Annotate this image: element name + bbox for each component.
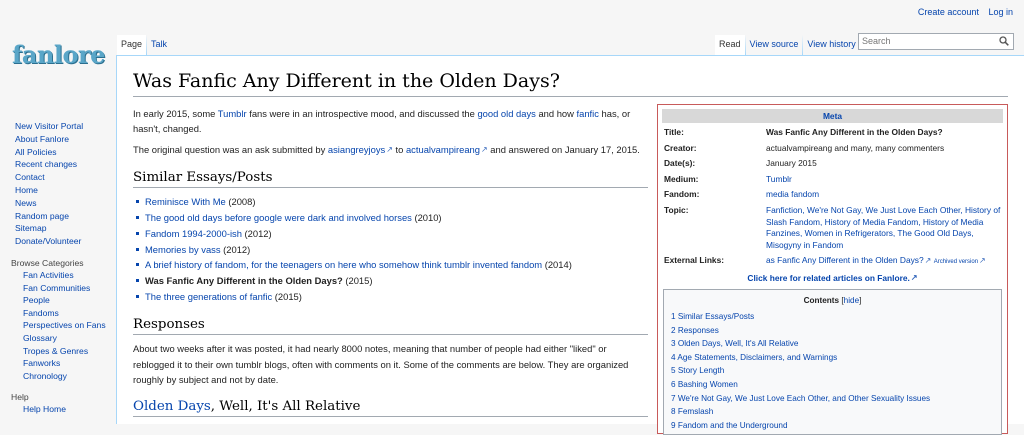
infobox-row	[662, 172, 1005, 188]
article-body	[133, 106, 648, 423]
infobox-link[interactable]: Fanfiction, We're Not Gay, We Just Love Each Other, History of Slash Fandom, History of Media Fandom, History of Media Fanzines, Women in Refrigerators, The Good Old Days, Misogyny in Fandom	[766, 204, 1001, 250]
infobox-key: Creator:	[664, 142, 697, 153]
list-item	[145, 210, 648, 226]
list-item	[145, 273, 648, 289]
tab-read[interactable]: Read	[715, 35, 745, 55]
meta-infobox	[657, 104, 1008, 434]
infobox-key: Topic:	[664, 204, 689, 215]
sidebar-item-home[interactable]: Home	[15, 184, 38, 195]
text: and answered on January 17, 2015.	[487, 144, 640, 156]
list-item	[145, 257, 648, 273]
search-input[interactable]	[858, 33, 1014, 50]
infobox-key: Fandom:	[664, 189, 700, 200]
essay-year: (2010)	[411, 211, 442, 223]
infobox-value	[764, 156, 1005, 172]
infobox-row	[662, 187, 1005, 203]
related-articles-link[interactable]: Click here for related articles on Fanlore. ↗	[747, 273, 917, 283]
olden-days-heading	[133, 399, 648, 417]
site-logo[interactable]: fanlore	[12, 40, 105, 69]
content-area	[116, 55, 1024, 430]
infobox-value	[764, 253, 1005, 271]
toc-item[interactable]: 4 Age Statements, Disclaimers, and Warnings	[671, 352, 838, 362]
asiangreyjoys-link[interactable]: asiangreyjoys ↗	[328, 144, 393, 155]
sidebar-item-people[interactable]: People	[23, 295, 50, 306]
text: In early 2015, some	[133, 108, 218, 119]
essay-link[interactable]: Reminisce With Me	[145, 195, 226, 207]
list-item	[145, 289, 648, 305]
sidebar-item-sitemap[interactable]: Sitemap	[15, 223, 47, 234]
search-icon[interactable]	[999, 36, 1009, 46]
toc-item[interactable]: 7 We're Not Gay, We Just Love Each Other, and Other Sexuality Issues	[671, 393, 931, 403]
toc-item[interactable]: 8 Femslash	[671, 407, 714, 417]
infobox-text: Was Fanfic Any Different in the Olden Days?	[766, 127, 943, 137]
tab-page[interactable]: Page	[117, 35, 146, 55]
external-link[interactable]: as Fanfic Any Different in the Olden Days? ↗	[766, 255, 931, 265]
good-old-days-link[interactable]: good old days	[477, 108, 536, 119]
sidebar-item-fan-activities[interactable]: Fan Activities	[23, 269, 74, 280]
text: has, or hasn't, changed.	[133, 108, 631, 135]
sidebar-item-fandoms[interactable]: Fandoms	[23, 307, 59, 318]
toc-item[interactable]: 3 Olden Days, Well, It's All Relative	[671, 339, 799, 349]
infobox-row	[662, 125, 1005, 141]
sidebar-item-about-fanlore[interactable]: About Fanlore	[15, 133, 69, 144]
infobox-row	[662, 203, 1005, 253]
sidebar-item-random-page[interactable]: Random page	[15, 210, 69, 221]
infobox-row	[662, 141, 1005, 157]
essay-year: (2008)	[225, 195, 256, 207]
toc-item[interactable]: 2 Responses	[671, 325, 719, 335]
essay-year: (2012)	[220, 243, 251, 255]
sidebar-navigation	[0, 120, 115, 416]
tab-view-history[interactable]: View history	[807, 39, 856, 49]
infobox-value	[764, 125, 1005, 141]
list-item	[145, 194, 648, 210]
sidebar-item-glossary[interactable]: Glossary	[23, 332, 57, 343]
personal-tools	[911, 7, 1013, 17]
tab-view-source[interactable]: View source	[749, 39, 799, 49]
text: fans were in an introspective mood, and discussed the	[246, 108, 478, 119]
infobox-row	[662, 253, 1005, 271]
essay-year: (2015)	[272, 291, 302, 303]
archived-link[interactable]: $^{Archived version}$ ↗	[934, 259, 986, 265]
actualvampireang-link[interactable]: actualvampireang ↗	[406, 144, 488, 155]
responses-paragraph: About two weeks after it was posted, it had nearly 8000 notes, meaning that number of people had either "liked" or reblogged it to their own tumblr blogs, often with comments on it. Some of the comments are below. They are organized roughly by subject and not by date.	[133, 343, 629, 385]
toc-item[interactable]: 5 Story Length	[671, 366, 725, 376]
infobox-key: Date(s):	[664, 158, 696, 169]
essay-link[interactable]: Memories by vass	[145, 243, 221, 255]
create-account-link[interactable]: Create account	[917, 7, 979, 17]
essay-year: (2012)	[241, 227, 272, 239]
infobox-link[interactable]: Tumblr	[766, 173, 792, 184]
infobox-key: Medium:	[664, 173, 699, 184]
list-item	[145, 242, 648, 258]
tab-talk[interactable]: Talk	[151, 39, 168, 49]
sidebar-item-fanworks[interactable]: Fanworks	[23, 358, 61, 369]
infobox-key: External Links:	[664, 255, 725, 266]
sidebar-item-all-policies[interactable]: All Policies	[15, 146, 57, 157]
text: to	[392, 144, 406, 156]
toc-hide-link[interactable]: hide	[843, 296, 860, 305]
sidebar-item-news[interactable]: News	[15, 197, 37, 208]
sidebar-item-recent-changes[interactable]: Recent changes	[15, 159, 78, 170]
toc-title: Contents [hide]	[803, 296, 862, 305]
text: and how	[535, 108, 577, 119]
similar-list	[133, 194, 648, 305]
toc-title-text: Contents	[803, 296, 840, 305]
sidebar-item-contact[interactable]: Contact	[15, 172, 45, 183]
sidebar-item-chronology[interactable]: Chronology	[23, 370, 67, 381]
olden-days-link[interactable]: Olden Days	[133, 398, 211, 414]
related-articles	[658, 273, 1007, 283]
infobox-value	[764, 141, 1005, 157]
login-link[interactable]: Log in	[988, 7, 1013, 17]
essay-link[interactable]: A brief history of fandom, for the teenagers on here who somehow think tumblr invented fandom	[145, 259, 543, 271]
similar-heading: Similar Essays/Posts	[133, 170, 648, 188]
sidebar-item-new-visitor-portal[interactable]: New Visitor Portal	[15, 121, 84, 131]
search-placeholder: Search	[862, 36, 891, 46]
essay-link[interactable]: The three generations of fanfic	[145, 291, 273, 303]
toc-item[interactable]: 9 Fandom and the Underground	[671, 420, 788, 430]
view-tabs	[715, 35, 860, 55]
intro-paragraph	[133, 106, 648, 136]
sidebar-item-perspectives-on-fans[interactable]: Perspectives on Fans	[23, 320, 106, 331]
page-title: Was Fanfic Any Different in the Olden Days?	[133, 70, 1008, 97]
infobox-value	[764, 172, 1005, 188]
infobox-table	[662, 125, 1005, 271]
infobox-text: January 2015	[766, 158, 817, 169]
sidebar-item-help-home[interactable]: Help Home	[23, 404, 66, 415]
olden-days-rest: , Well, It's All Relative	[210, 398, 361, 414]
toc-item[interactable]: 6 Bashing Women	[671, 379, 738, 389]
current-essay-title: Was Fanfic Any Different in the Olden Days?	[145, 275, 343, 287]
help-heading: Help	[11, 392, 29, 403]
origin-paragraph	[133, 142, 648, 157]
list-item	[145, 226, 648, 242]
essay-year: (2015)	[342, 275, 373, 287]
table-of-contents	[663, 289, 1002, 435]
text: The original question was an ask submitted by	[133, 144, 328, 156]
essay-link[interactable]: Fandom 1994-2000-ish	[145, 227, 242, 239]
infobox-key: Title:	[664, 127, 684, 137]
infobox-value	[764, 203, 1005, 253]
sidebar-item-donate-volunteer[interactable]: Donate/Volunteer	[15, 236, 82, 247]
infobox-row	[662, 156, 1005, 172]
namespace-tabs	[117, 35, 171, 55]
browse-categories-heading: Browse Categories	[11, 257, 84, 268]
infobox-header[interactable]: Meta	[662, 109, 1003, 123]
tumblr-link[interactable]: Tumblr	[217, 108, 247, 119]
sidebar-item-fan-communities[interactable]: Fan Communities	[23, 282, 91, 293]
essay-year: (2014)	[542, 259, 572, 271]
infobox-text: actualvampireang and many, many commenters	[766, 142, 945, 153]
fanfic-link[interactable]: fanfic	[576, 108, 599, 119]
responses-heading: Responses	[133, 317, 648, 335]
sidebar-item-tropes-genres[interactable]: Tropes & Genres	[23, 345, 89, 356]
infobox-value	[764, 187, 1005, 203]
essay-link[interactable]: The good old days before google were dark and involved horses	[145, 211, 412, 223]
infobox-link[interactable]: media fandom	[766, 189, 820, 200]
toc-item[interactable]: 1 Similar Essays/Posts	[671, 312, 755, 321]
